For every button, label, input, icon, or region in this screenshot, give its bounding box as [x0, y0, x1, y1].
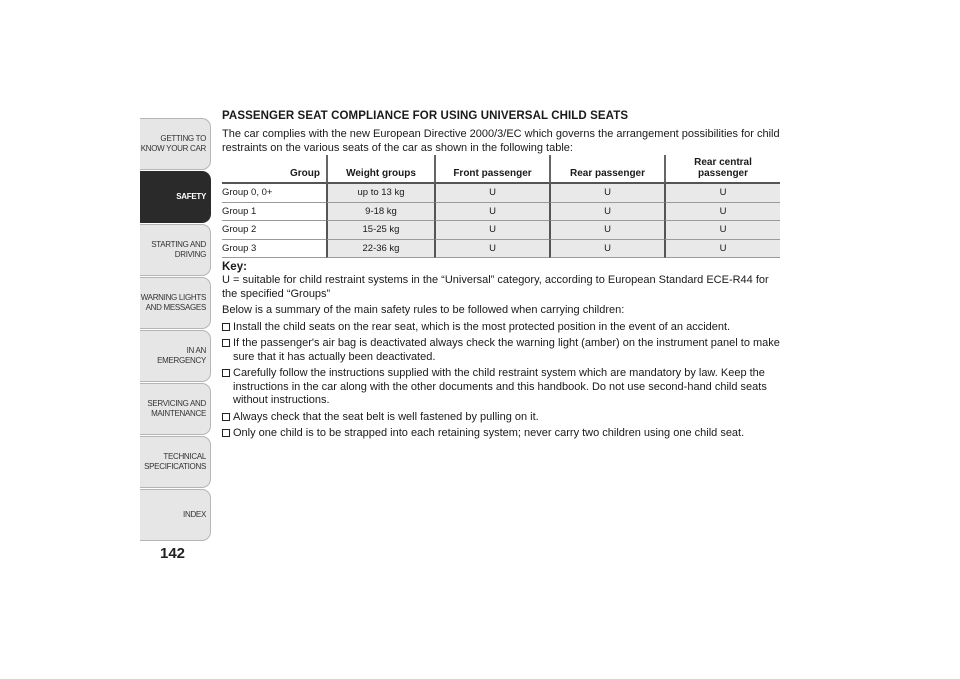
table-cell-group: Group 2 — [222, 221, 326, 240]
table-cell-weight: 15-25 kg — [326, 221, 434, 240]
column-header-rear-passenger: Rear passenger — [549, 155, 664, 184]
table-row — [222, 240, 780, 259]
table-cell-weight: 9-18 kg — [326, 203, 434, 222]
checkbox-bullet-icon — [222, 323, 230, 331]
tab-starting-and-driving[interactable]: STARTING AND DRIVING — [140, 224, 211, 276]
list-item — [222, 427, 784, 441]
checkbox-bullet-icon — [222, 369, 230, 377]
table-cell-weight: up to 13 kg — [326, 184, 434, 203]
table-row — [222, 203, 780, 222]
table-row — [222, 221, 780, 240]
column-header-rear-central-passenger: Rear central passenger — [664, 155, 780, 184]
list-item — [222, 411, 784, 425]
rule-text: Carefully follow the instructions supplied with the child restraint system which are mandatory by law. Keep the instructions in the car along with the other documents and this handbook. Do not use second-hand child seats without instructions. — [233, 367, 767, 406]
column-header-weight-groups: Weight groups — [326, 155, 434, 184]
table-cell-rear-central: U — [664, 184, 780, 203]
tab-servicing-and-maintenance[interactable]: SERVICING AND MAINTENANCE — [140, 383, 211, 435]
tab-warning-lights-and-messages[interactable]: WARNING LIGHTS AND MESSAGES — [140, 277, 211, 329]
tab-index[interactable]: INDEX — [140, 489, 211, 541]
table-row — [222, 184, 780, 203]
table-cell-rear: U — [549, 203, 664, 222]
tab-technical-specifications[interactable]: TECHNICAL SPECIFICATIONS — [140, 436, 211, 488]
table-cell-rear: U — [549, 240, 664, 259]
page-content — [222, 110, 784, 441]
section-title: PASSENGER SEAT COMPLIANCE FOR USING UNIVERSAL CHILD SEATS — [222, 110, 629, 122]
table-cell-front: U — [434, 184, 549, 203]
table-cell-front: U — [434, 221, 549, 240]
list-item — [222, 321, 784, 335]
table-cell-rear-central: U — [664, 240, 780, 259]
column-header-group: Group — [222, 155, 326, 184]
tab-safety[interactable]: SAFETY — [140, 171, 211, 223]
rules-summary: Below is a summary of the main safety rules to be followed when carrying children: — [222, 304, 625, 316]
checkbox-bullet-icon — [222, 339, 230, 347]
safety-rules-list — [222, 321, 784, 441]
table-cell-rear-central: U — [664, 203, 780, 222]
table-cell-rear: U — [549, 184, 664, 203]
table-cell-rear: U — [549, 221, 664, 240]
column-header-front-passenger: Front passenger — [434, 155, 549, 184]
table-cell-group: Group 3 — [222, 240, 326, 259]
checkbox-bullet-icon — [222, 413, 230, 421]
rule-text: Always check that the seat belt is well fastened by pulling on it. — [233, 410, 539, 423]
compliance-table — [222, 155, 780, 258]
rule-text: Install the child seats on the rear seat, which is the most protected position in the event of an accident. — [233, 320, 731, 333]
table-cell-front: U — [434, 203, 549, 222]
table-cell-weight: 22-36 kg — [326, 240, 434, 259]
table-cell-front: U — [434, 240, 549, 259]
page-number: 142 — [160, 545, 186, 562]
key-heading: Key: — [222, 261, 247, 273]
tab-in-an-emergency[interactable]: IN AN EMERGENCY — [140, 330, 211, 382]
rule-text: Only one child is to be strapped into each retaining system; never carry two children using one child seat. — [233, 427, 745, 439]
table-cell-rear-central: U — [664, 221, 780, 240]
table-cell-group: Group 1 — [222, 203, 326, 222]
list-item — [222, 367, 784, 408]
list-item — [222, 337, 784, 364]
tab-getting-to-know-your-car[interactable]: GETTING TO KNOW YOUR CAR — [140, 118, 211, 170]
rule-text: If the passenger's air bag is deactivated always check the warning light (amber) on the instrument panel to make sure that it has actually been deactivated. — [233, 337, 780, 363]
key-description: U = suitable for child restraint systems in the “Universal” category, according to European Standard ECE-R44 for the specified “Groups” — [222, 274, 769, 300]
table-header-row — [222, 155, 780, 184]
intro-paragraph: The car complies with the new European Directive 2000/3/EC which governs the arrangement possibilities for child restraints on the various seats of the car as shown in the following table: — [222, 128, 780, 154]
table-cell-group: Group 0, 0+ — [222, 184, 326, 203]
checkbox-bullet-icon — [222, 429, 230, 437]
